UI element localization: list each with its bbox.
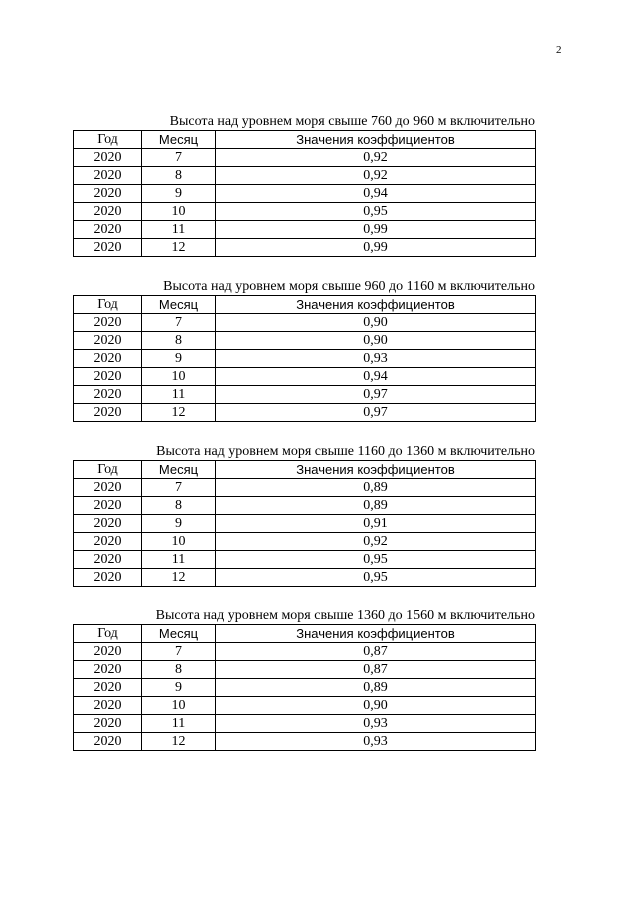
table-row (74, 697, 536, 715)
cell-year: 2020 (74, 679, 142, 697)
cell-month: 10 (142, 533, 216, 551)
table-row (74, 332, 536, 350)
table-row (74, 533, 536, 551)
table-row (74, 368, 536, 386)
cell-value: 0,91 (216, 515, 536, 533)
table-row (74, 167, 536, 185)
coefficient-table (73, 130, 536, 257)
table-row (74, 185, 536, 203)
table-row (74, 733, 536, 751)
cell-value: 0,90 (216, 314, 536, 332)
cell-year: 2020 (74, 733, 142, 751)
table-header-row (74, 461, 536, 479)
cell-value: 0,94 (216, 368, 536, 386)
cell-value: 0,90 (216, 332, 536, 350)
cell-year: 2020 (74, 697, 142, 715)
cell-value: 0,89 (216, 479, 536, 497)
cell-year: 2020 (74, 643, 142, 661)
cell-value: 0,99 (216, 239, 536, 257)
cell-year: 2020 (74, 368, 142, 386)
cell-value: 0,95 (216, 551, 536, 569)
coefficient-table (73, 460, 536, 587)
cell-year: 2020 (74, 551, 142, 569)
table-row (74, 715, 536, 733)
table-row (74, 497, 536, 515)
cell-year: 2020 (74, 350, 142, 368)
cell-month: 7 (142, 314, 216, 332)
table-row (74, 679, 536, 697)
cell-month: 9 (142, 679, 216, 697)
cell-year: 2020 (74, 314, 142, 332)
cell-year: 2020 (74, 479, 142, 497)
cell-value: 0,94 (216, 185, 536, 203)
cell-year: 2020 (74, 661, 142, 679)
cell-value: 0,95 (216, 569, 536, 587)
header-values: Значения коэффициентов (216, 625, 536, 643)
cell-month: 10 (142, 368, 216, 386)
coefficient-section-3 (73, 444, 535, 587)
section-title: Высота над уровнем моря свыше 1160 до 1360 м включительно (156, 444, 535, 459)
table-row (74, 515, 536, 533)
cell-year: 2020 (74, 715, 142, 733)
cell-year: 2020 (74, 221, 142, 239)
cell-value: 0,87 (216, 661, 536, 679)
table-row (74, 203, 536, 221)
coefficient-section-2 (73, 279, 535, 422)
cell-month: 11 (142, 715, 216, 733)
cell-value: 0,92 (216, 533, 536, 551)
cell-month: 8 (142, 332, 216, 350)
table-header-row (74, 625, 536, 643)
header-year: Год (74, 296, 142, 314)
cell-value: 0,95 (216, 203, 536, 221)
header-month: Месяц (142, 131, 216, 149)
cell-value: 0,87 (216, 643, 536, 661)
cell-year: 2020 (74, 239, 142, 257)
table-row (74, 221, 536, 239)
table-row (74, 404, 536, 422)
header-year: Год (74, 131, 142, 149)
cell-value: 0,89 (216, 679, 536, 697)
cell-year: 2020 (74, 185, 142, 203)
cell-month: 10 (142, 203, 216, 221)
cell-value: 0,89 (216, 497, 536, 515)
cell-year: 2020 (74, 533, 142, 551)
cell-month: 8 (142, 497, 216, 515)
cell-value: 0,93 (216, 733, 536, 751)
cell-month: 12 (142, 404, 216, 422)
header-month: Месяц (142, 625, 216, 643)
section-title: Высота над уровнем моря свыше 960 до 1160 м включительно (163, 279, 535, 294)
cell-month: 9 (142, 515, 216, 533)
cell-month: 7 (142, 479, 216, 497)
cell-year: 2020 (74, 404, 142, 422)
cell-year: 2020 (74, 332, 142, 350)
cell-value: 0,99 (216, 221, 536, 239)
table-row (74, 643, 536, 661)
page-number: 2 (556, 44, 562, 56)
cell-month: 11 (142, 551, 216, 569)
header-month: Месяц (142, 296, 216, 314)
section-title: Высота над уровнем моря свыше 760 до 960 м включительно (169, 114, 535, 129)
header-values: Значения коэффициентов (216, 461, 536, 479)
coefficient-table (73, 624, 536, 751)
cell-year: 2020 (74, 515, 142, 533)
coefficient-section-1 (73, 114, 535, 257)
table-row (74, 479, 536, 497)
cell-year: 2020 (74, 149, 142, 167)
cell-month: 11 (142, 221, 216, 239)
table-row (74, 239, 536, 257)
cell-value: 0,93 (216, 715, 536, 733)
cell-month: 9 (142, 350, 216, 368)
cell-month: 7 (142, 643, 216, 661)
section-title: Высота над уровнем моря свыше 1360 до 1560 м включительно (155, 608, 535, 623)
table-row (74, 386, 536, 404)
cell-value: 0,92 (216, 149, 536, 167)
cell-year: 2020 (74, 167, 142, 185)
cell-month: 10 (142, 697, 216, 715)
header-values: Значения коэффициентов (216, 131, 536, 149)
coefficient-section-4 (73, 608, 535, 751)
cell-year: 2020 (74, 569, 142, 587)
header-year: Год (74, 461, 142, 479)
table-header-row (74, 296, 536, 314)
cell-month: 8 (142, 661, 216, 679)
cell-month: 8 (142, 167, 216, 185)
header-month: Месяц (142, 461, 216, 479)
header-year: Год (74, 625, 142, 643)
table-row (74, 569, 536, 587)
cell-month: 12 (142, 239, 216, 257)
cell-value: 0,97 (216, 404, 536, 422)
cell-value: 0,90 (216, 697, 536, 715)
table-row (74, 149, 536, 167)
cell-month: 9 (142, 185, 216, 203)
cell-month: 12 (142, 569, 216, 587)
header-values: Значения коэффициентов (216, 296, 536, 314)
cell-year: 2020 (74, 203, 142, 221)
cell-month: 11 (142, 386, 216, 404)
coefficient-table (73, 295, 536, 422)
cell-value: 0,92 (216, 167, 536, 185)
cell-value: 0,93 (216, 350, 536, 368)
cell-month: 7 (142, 149, 216, 167)
table-row (74, 661, 536, 679)
table-header-row (74, 131, 536, 149)
cell-year: 2020 (74, 497, 142, 515)
cell-year: 2020 (74, 386, 142, 404)
table-row (74, 314, 536, 332)
cell-month: 12 (142, 733, 216, 751)
table-row (74, 350, 536, 368)
table-row (74, 551, 536, 569)
cell-value: 0,97 (216, 386, 536, 404)
